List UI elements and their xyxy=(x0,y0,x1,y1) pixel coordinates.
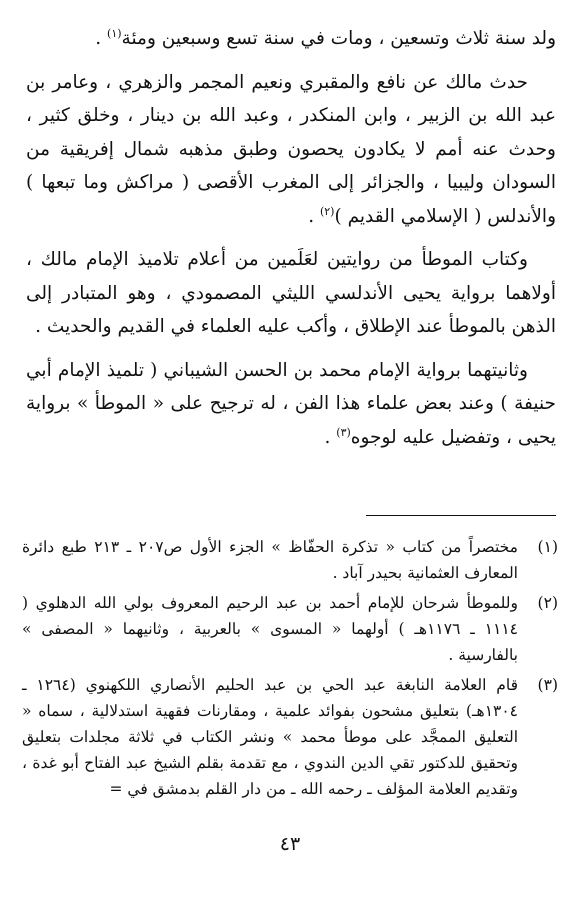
footnote-ref-2: (٢) xyxy=(319,204,335,218)
footnote-number: (١) xyxy=(537,538,558,556)
paragraph-3 xyxy=(26,243,556,344)
page-number: ٤٣ xyxy=(279,833,301,855)
paragraph-1-end: . xyxy=(95,28,108,49)
paragraph-4-text: وثانيتهما برواية الإمام محمد بن الحسن الشيباني ( تلميذ الإمام أبي حنيفة ) وعند بعض علماء هذا الفن ، له ترجيح على « الموطأ » برواية يحيى ، وتفضيل عليه لوجوه xyxy=(26,359,556,448)
footnote-item xyxy=(22,534,558,586)
paragraph-2-text: حدث مالك عن نافع والمقبري ونعيم المجمر والزهري ، وعامر بن عبد الله بن الزبير ، وابن المنكدر ، وعبد الله بن دينار ، وخلق كثير ، وحدث عنه أمم لا يكادون يحصون وطبق مذهبه شمال إفريقية من السودان وليبيا ، والجزائر إلى المغرب الأقصى ( مراكش وما تبعها ) والأندلس ( الإسلامي القديم ) xyxy=(26,71,556,227)
footnote-text: مختصراً من كتاب « تذكرة الحفّاظ » الجزء الأول ص٢٠٧ ـ ٢١٣ طبع دائرة المعارف العثمانية بحيدر آباد . xyxy=(22,538,518,582)
footnote-text: وللموطأ شرحان للإمام أحمد بن عبد الرحيم المعروف بولي الله الدهلوي ( ١١١٤ ـ ١١٧٦هـ ) أولهما « المسوى » بالعربية ، وثانيهما « المصفى » بالفارسية . xyxy=(22,594,518,664)
footnotes xyxy=(22,534,558,806)
footnote-number: (٣) xyxy=(537,676,558,694)
footnote-ref-1: (١) xyxy=(107,26,122,40)
paragraph-3-text: وكتاب الموطأ من روايتين لعَلَمين من أعلام تلاميذ الإمام مالك ، أولاهما برواية يحيى الأندلسي الليثي المصمودي ، وهو المتبادر إلى الذهن بالموطأ عند الإطلاق ، وأكب عليه العلماء في القديم والحديث . xyxy=(26,249,556,337)
main-text xyxy=(26,22,556,454)
footnote-divider xyxy=(366,515,556,516)
footnote-number: (٢) xyxy=(537,594,558,612)
paragraph-1-text: ولد سنة ثلاث وتسعين ، ومات في سنة تسع وسبعين ومئة xyxy=(121,28,556,49)
paragraph-2 xyxy=(26,66,556,234)
paragraph-4-end: . xyxy=(324,426,337,448)
footnote-text: قام العلامة النابغة عبد الحي بن عبد الحليم الأنصاري اللكهنوي (١٢٦٤ ـ ١٣٠٤هـ) بتعليق مشحون بفوائد علمية ، ومقارنات فقهية استدلالية ، سماه « التعليق الممجَّد على موطأ محمد » ونشر الكتاب في ثلاثة مجلدات بتعليق وتحقيق للدكتور تقي الدين الندوي ، مع تقدمة بقلم الشيخ عبد الفتاح أبو غدة ، وتقديم العلامة المؤلف ـ رحمه الله ـ من دار القلم بدمشق في = xyxy=(22,676,519,798)
paragraph-1 xyxy=(26,22,556,56)
footnote-item xyxy=(22,672,558,802)
footnote-item xyxy=(22,590,558,668)
paragraph-2-end: . xyxy=(308,205,320,227)
footnote-ref-3: (٣) xyxy=(336,425,351,439)
paragraph-4 xyxy=(26,354,556,455)
